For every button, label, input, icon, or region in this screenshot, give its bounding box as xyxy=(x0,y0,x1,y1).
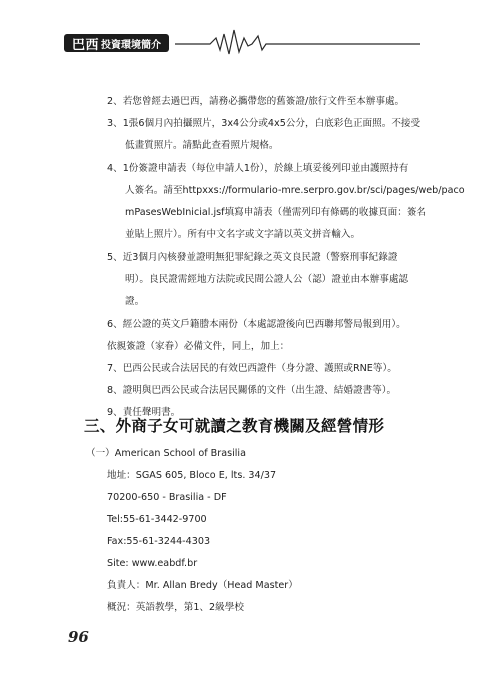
dependent-visa-note: 依親簽證（家眷）必備文件，同上，加上： xyxy=(107,341,290,352)
header-title-subtitle: 投資環境簡介 xyxy=(101,39,162,51)
page-header xyxy=(0,0,480,62)
page-number: 96 xyxy=(68,628,89,646)
school-overview: 概況：英語教學，第1、2級學校 xyxy=(107,602,244,613)
list-item-3: 3、1張6個月內拍攝照片，3x4公分或4x5公分，白底彩色正面照。不接受 xyxy=(107,118,421,129)
list-item-4-cont-1: 人簽名。請至httpxxs://formulario-mre.serpro.gov.br/sci/pages/web/paco xyxy=(125,185,465,196)
school-site: Site: www.eabdf.br xyxy=(107,558,198,569)
school-heading: （一）American School of Brasilia xyxy=(86,448,246,459)
list-item-4-cont-3: 並貼上照片）。所有中文名字或文字請以英文拼音輸入。 xyxy=(125,229,361,240)
list-item-4-cont-2: mPasesWebInicial.jsf填寫申請表（僅需列印有條碼的收據頁面：簽名 xyxy=(125,207,427,218)
list-item-3-cont: 低畫質照片。請點此查看照片規格。 xyxy=(125,140,279,151)
header-title-country: 巴西 xyxy=(72,37,100,53)
school-address: 地址：SGAS 605, Bloco E, lts. 34/37 xyxy=(107,470,277,481)
list-item-8: 8、證明與巴西公民或合法居民關係的文件（出生證、結婚證書等）。 xyxy=(107,385,397,396)
heartbeat-line-graphic xyxy=(0,0,480,62)
list-item-4: 4、1份簽證申請表（每位申請人1份），於線上填妥後列印並由護照持有 xyxy=(107,163,409,174)
list-item-7: 7、巴西公民或合法居民的有效巴西證件（身分證、護照或RNE等）。 xyxy=(107,363,397,374)
list-item-5-cont-2: 證。 xyxy=(125,296,145,307)
list-item-9: 9、責任聲明書。 xyxy=(107,407,181,418)
school-tel: Tel:55-61-3442-9700 xyxy=(107,514,207,525)
school-postal: 70200-650 - Brasilia - DF xyxy=(107,492,227,503)
list-item-6: 6、經公證的英文戶籍謄本兩份（本處認證後向巴西聯邦警局報到用）。 xyxy=(107,319,406,330)
school-fax: Fax:55-61-3244-4303 xyxy=(107,536,211,547)
section-title: 三、外商子女可就讀之教育機關及經營情形 xyxy=(84,416,385,435)
list-item-2: 2、若您曾經去過巴西，請務必攜帶您的舊簽證/旅行文件至本辦事處。 xyxy=(107,96,405,107)
school-head: 負責人：Mr. Allan Bredy（Head Master） xyxy=(107,580,298,591)
list-item-5: 5、近3個月內核發並證明無犯罪紀錄之英文良民證（警察刑事紀錄證 xyxy=(107,252,398,263)
list-item-5-cont-1: 明）。良民證需經地方法院或民間公證人公（認）證並由本辦事處認 xyxy=(125,274,409,285)
header-title-badge xyxy=(64,34,169,52)
